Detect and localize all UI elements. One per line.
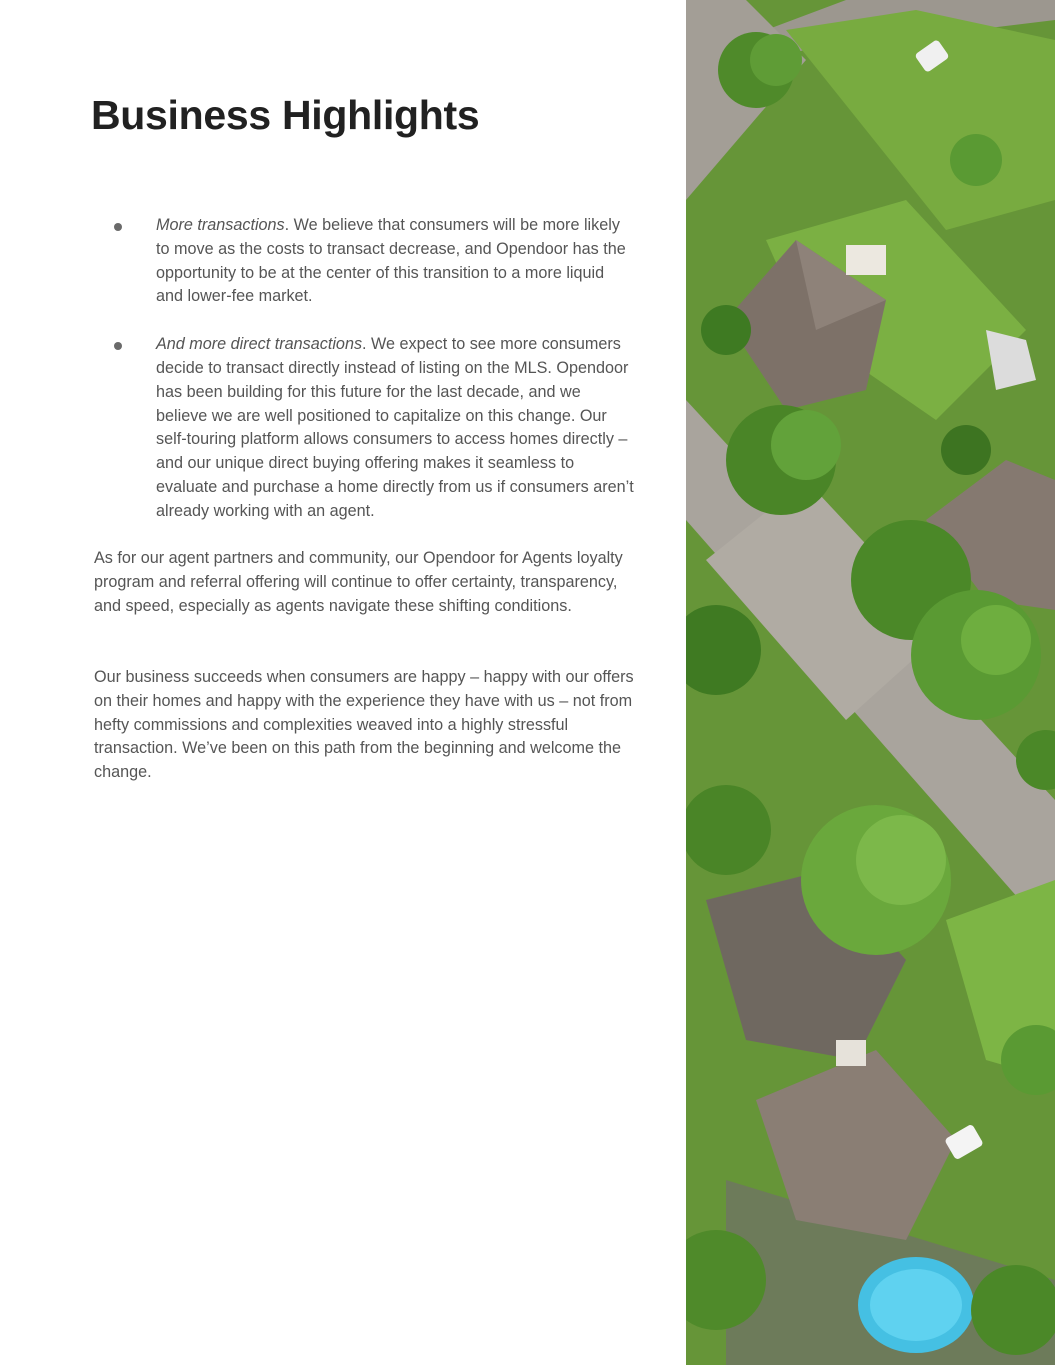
list-item — [114, 333, 634, 523]
bullet-icon — [114, 342, 122, 350]
agent-partners-paragraph: As for our agent partners and community, our Opendoor for Agents loyalty program and referral offering will continue to offer certainty, transparency, and speed, especially as agents navigate these shifting conditions. — [94, 549, 623, 615]
bullet-icon — [114, 223, 122, 231]
aerial-neighborhood-photo — [686, 0, 1055, 1365]
bullet-lead: More transactions — [156, 216, 285, 234]
consumer-happiness-paragraph: Our business succeeds when consumers are happy – happy with our offers on their homes and happy with the experience they have with us – not from hefty commissions and complexities weaved into a highly stressful transaction. We’ve been on this path from the beginning and welcome the change. — [94, 668, 634, 782]
list-item — [114, 214, 634, 309]
highlights-list — [114, 214, 634, 548]
bullet-text: . We believe that consumers will be more likely to move as the costs to transact decrease, and Opendoor has the opportunity to be at the center of this transition to a more liquid and lower-fee market. — [156, 216, 626, 306]
page-title: Business Highlights — [91, 92, 480, 138]
bullet-lead: And more direct transactions — [156, 335, 363, 354]
bullet-text: . We expect to see more consumers decide to transact directly instead of listing on the MLS. Opendoor has been building for this future for the last decade, and we believe we are well positioned to capitalize on this change. Our self-touring platform allows consumers to access homes directly – and our unique direct buying offering makes it seamless to evaluate and purchase a home directly from us if consumers aren’t already working with an agent. — [156, 335, 634, 520]
